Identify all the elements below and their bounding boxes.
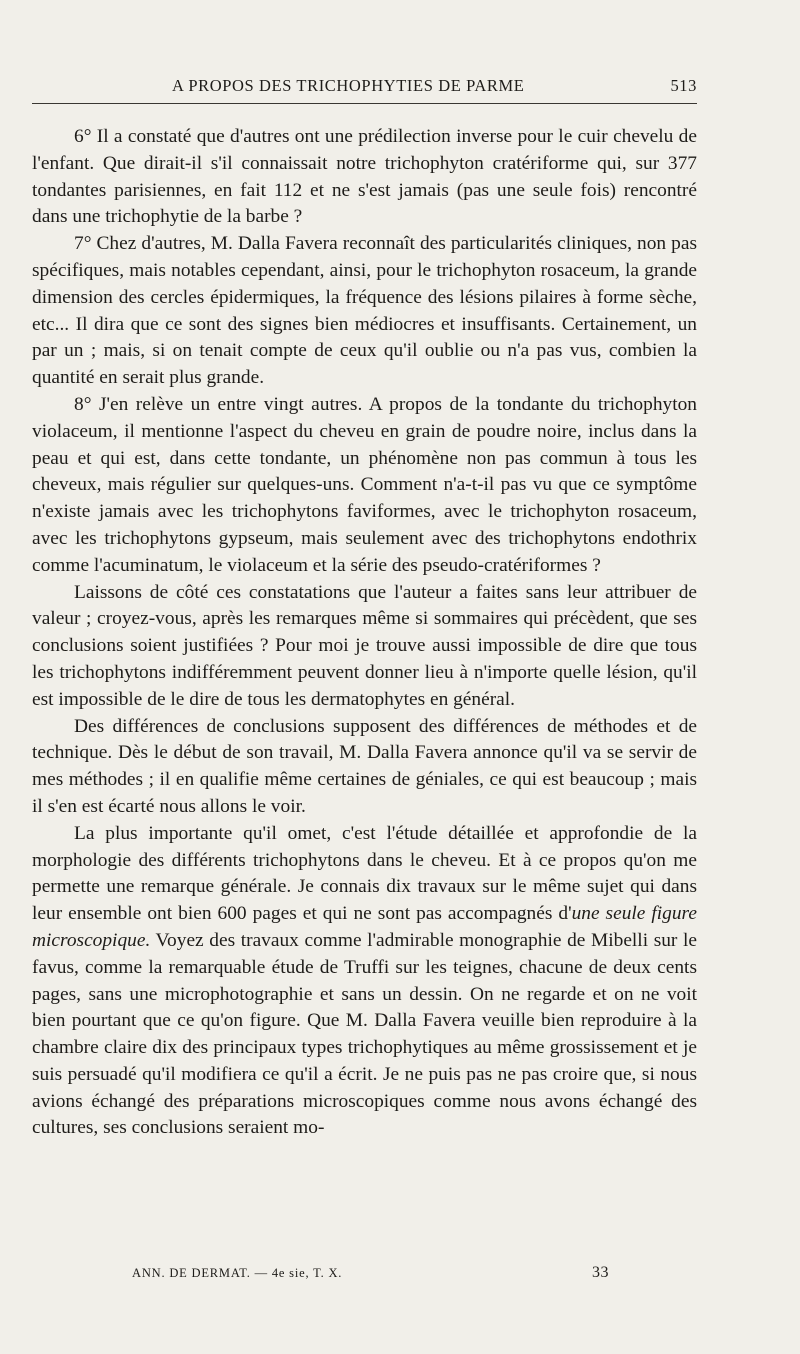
paragraph: 6° Il a constaté que d'autres ont une prédilection inverse pour le cuir chevelu de l'enfant. Que dirait-il s'il connaissait notre trichophyton cratériforme qui, sur 377 tondantes parisiennes, en fait 112 et ne s'est jamais (pas une seule fois) rencontré dans une trichophytie de la barbe ? (32, 126, 697, 228)
page-footer (32, 1266, 697, 1288)
article-body (32, 124, 697, 1142)
paragraph: 8° J'en relève un entre vingt autres. A propos de la tondante du trichophyton violaceum, il mentionne l'aspect du cheveu en grain de poudre noire, inclus dans la peau et qui est, dans cette tondante, un phénomène non pas commun à tous les cheveux, mais régulier sur quelques-uns. Comment n'a-t-il pas vu que ce symptôme n'existe jamais avec les trichophytons faviformes, avec le trichophyton rosaceum, avec les trichophytons gypseum, mais seulement avec des trichophytons endothrix comme l'acuminatum, le violaceum et la série des pseudo-cratériformes ? (32, 393, 697, 576)
document-page (32, 0, 697, 1354)
running-head (32, 76, 697, 102)
paragraph-text: Voyez des travaux comme l'admirable monographie de Mibelli sur le favus, comme la remarquable étude de Truffi sur les teignes, chacune de deux cents pages, sans une microphotographie et sans un dessin. On ne regarde et on ne voit bien pourtant que ce qu'on figure. Que M. Dalla Favera veuille bien reproduire à la chambre claire dix des principaux types trichophytiques au même grossissement et je suis persuadé qu'il modifiera ce qu'il a écrit. Je ne puis pas ne pas croire que, si nous avions échangé des préparations microscopiques comme nous avons échangé des cultures, ses conclusions seraient mo- (32, 929, 697, 1139)
signature-number: 33 (592, 1264, 609, 1281)
paragraph-text: La plus importante qu'il omet, c'est l'étude détaillée et approfondie de la morphologie des différents trichophytons dans le cheveu. Et à ce propos qu'on me permette une remarque générale. Je connais dix travaux sur le même sujet qui dans leur ensemble ont bien 600 pages et qui ne sont pas accompagnés d' (32, 822, 697, 925)
journal-reference: ANN. DE DERMAT. — 4e sie, T. X. (132, 1266, 343, 1280)
page-number: 513 (670, 76, 697, 95)
running-title: A PROPOS DES TRICHOPHYTIES DE PARME (172, 76, 525, 95)
paragraph: Des différences de conclusions supposent des différences de méthodes et de technique. Dès le début de son travail, M. Dalla Favera annonce qu'il va se servir de mes méthodes ; il en qualifie même certaines de géniales, ce qui est beaucoup ; mais il s'en est écarté nous allons le voir. (32, 715, 697, 817)
paragraph (32, 821, 697, 1143)
header-rule (32, 103, 697, 104)
italic-phrase: une seule figure microscopique. (32, 903, 697, 951)
paragraph: Laissons de côté ces constatations que l'auteur a faites sans leur attribuer de valeur ; croyez-vous, après les remarques même si sommaires qui précèdent, que ses conclusions soient justifiées ? Pour moi je trouve aussi impossible de dire que tous les trichophytons indifféremment peuvent donner lieu à n'importe quelle lésion, qu'il est impossible de le dire de tous les dermatophytes en général. (32, 581, 697, 710)
paragraph: 7° Chez d'autres, M. Dalla Favera reconnaît des particularités cliniques, non pas spécifiques, mais notables cependant, ainsi, pour le trichophyton rosaceum, la grande dimension des cercles épidermiques, la fréquence des lésions pilaires à forme sèche, etc... Il dira que ce sont des signes bien médiocres et insuffisants. Certainement, un par un ; mais, si on tenait compte de ceux qu'il oublie ou n'a pas vus, combien la quantité en serait plus grande. (32, 233, 697, 389)
